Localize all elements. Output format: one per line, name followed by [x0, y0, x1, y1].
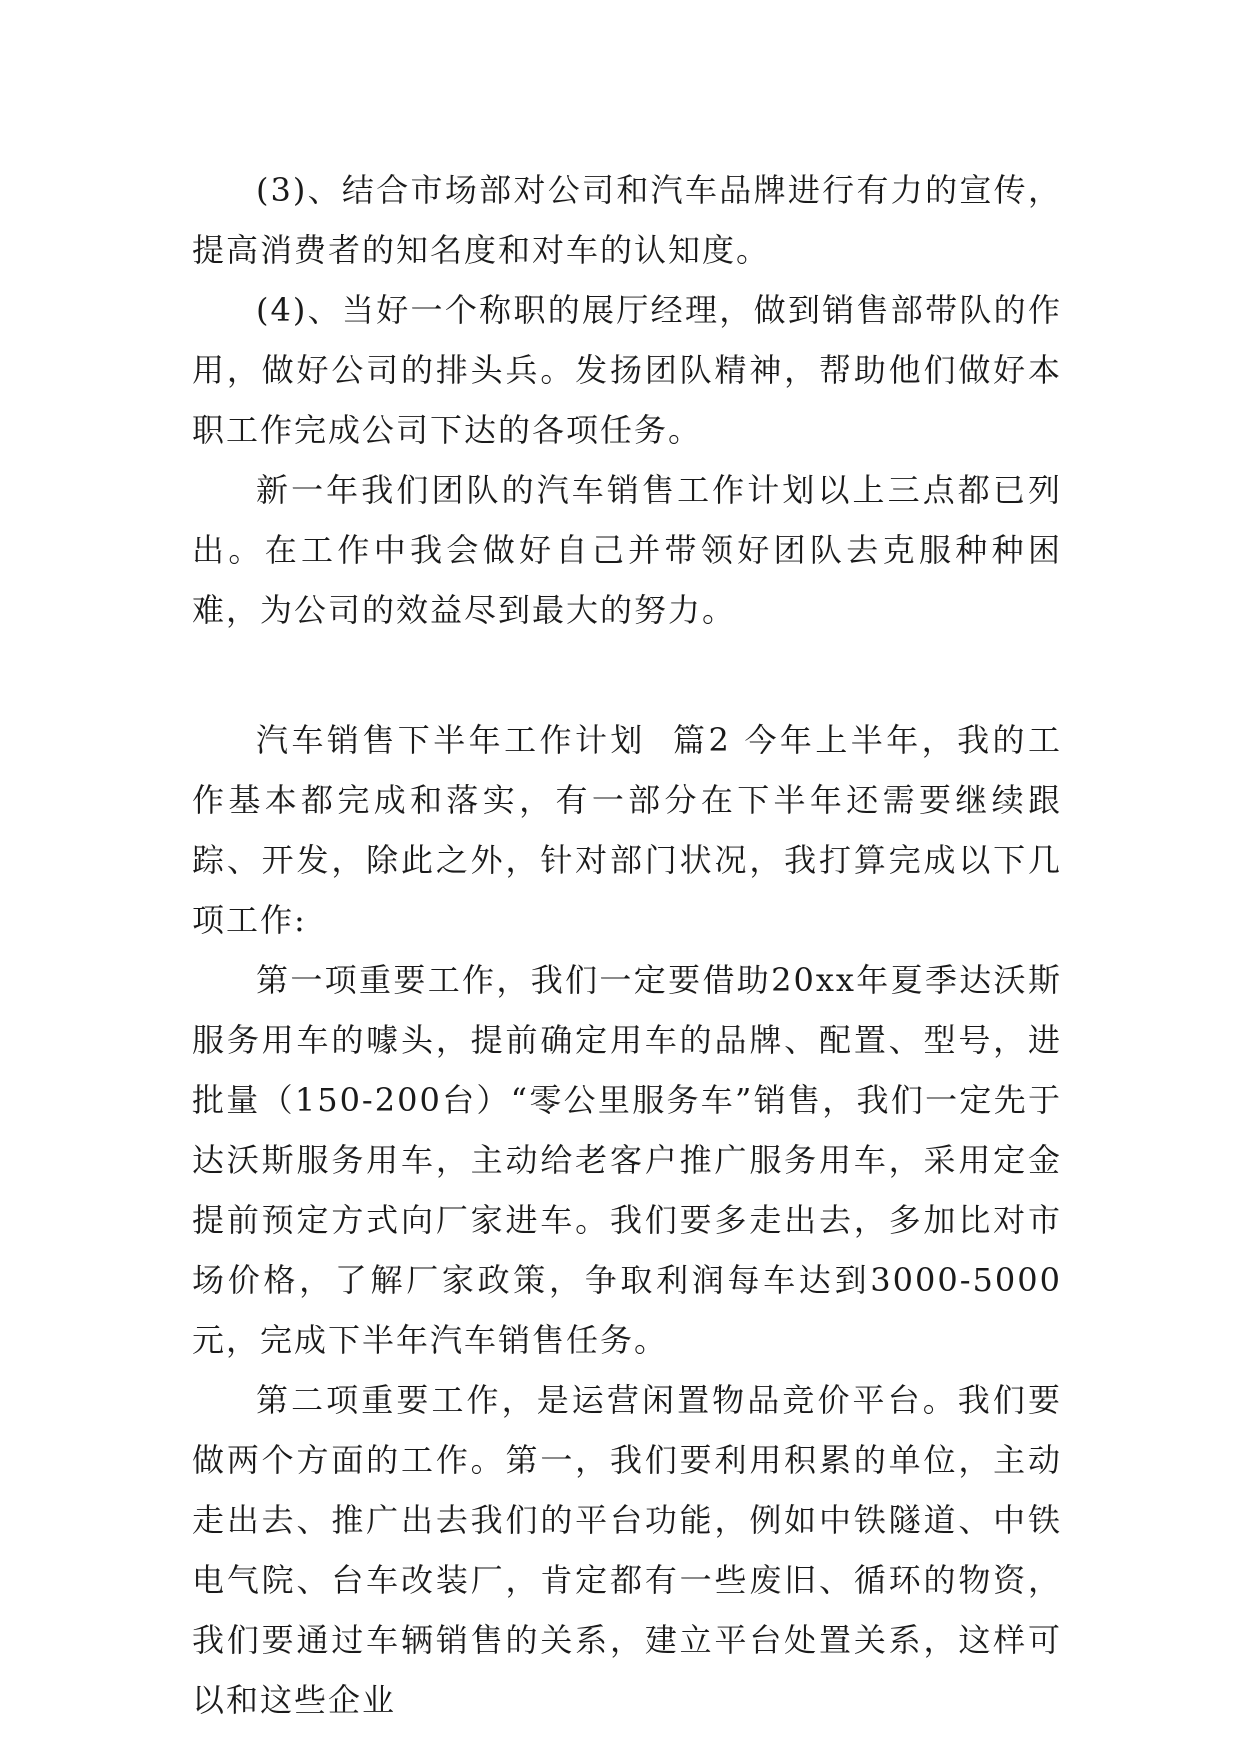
paragraph-item-4: (4)、当好一个称职的展厅经理，做到销售部带队的作用，做好公司的排头兵。发扬团队精神，帮助他们做好本职工作完成公司下达的各项任务。 [192, 291, 1062, 449]
paragraph-summary: 新一年我们团队的汽车销售工作计划以上三点都已列出。在工作中我会做好自己并带领好团队去克服种种困难，为公司的效益尽到最大的努力。 [192, 471, 1062, 629]
section2-heading: 汽车销售下半年工作计划 篇2 [256, 721, 731, 759]
section2-paragraph [192, 710, 1062, 950]
section-spacer [192, 640, 1062, 710]
paragraph-task-2: 第二项重要工作，是运营闲置物品竞价平台。我们要做两个方面的工作。第一，我们要利用积累的单位，主动走出去、推广出去我们的平台功能，例如中铁隧道、中铁电气院、台车改装厂，肯定都有一些废旧、循环的物资，我们要通过车辆销售的关系，建立平台处置关系，这样可以和这些企业 [192, 1381, 1062, 1719]
section2-intro: 今年上半年，我的工作基本都完成和落实，有一部分在下半年还需要继续跟踪、开发，除此之外，针对部门状况，我打算完成以下几项工作: [192, 721, 1062, 939]
document-body [192, 160, 1062, 1730]
paragraph-task-1: 第一项重要工作，我们一定要借助20xx年夏季达沃斯服务用车的噱头，提前确定用车的品牌、配置、型号，进批量（150-200台）“零公里服务车”销售，我们一定先于达沃斯服务用车，主动给老客户推广服务用车，采用定金提前预定方式向厂家进车。我们要多走出去，多加比对市场价格，了解厂家政策，争取利润每车达到3000-5000元，完成下半年汽车销售任务。 [192, 961, 1062, 1359]
section2-heading-spacer [731, 721, 745, 759]
paragraph-item-3: (3)、结合市场部对公司和汽车品牌进行有力的宣传，提高消费者的知名度和对车的认知度。 [192, 171, 1062, 269]
